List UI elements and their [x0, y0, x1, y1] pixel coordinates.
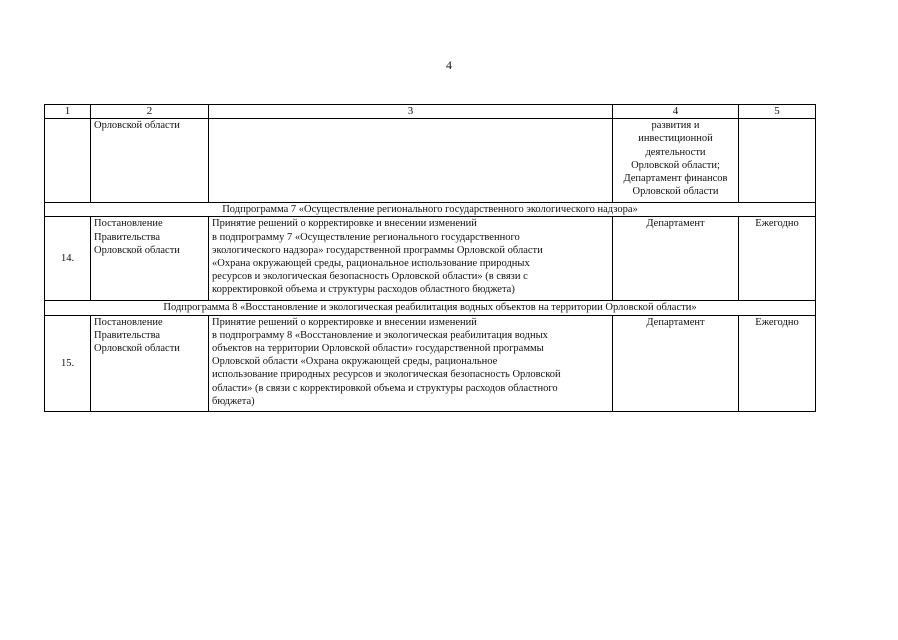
document-type-cell [91, 119, 209, 203]
responsible-line: Орловской области [632, 186, 719, 198]
row-number-cell: 15. [45, 315, 91, 411]
document-type-line: Орловской области [94, 343, 180, 355]
description-line: экологического надзора» государственной программы Орловской области [212, 244, 543, 256]
period-cell [739, 119, 816, 203]
description-cell [209, 217, 613, 301]
column-header-1: 1 [45, 105, 91, 119]
activities-table [44, 104, 816, 412]
table-header-row [45, 105, 816, 119]
column-header-5: 5 [739, 105, 816, 119]
responsible-cell [613, 119, 739, 203]
description-line: в подпрограмму 7 «Осуществление регионального государственного [212, 231, 520, 243]
subprogram-8-row [45, 301, 816, 315]
description-line: Принятие решений о корректировке и внесении изменений [212, 218, 477, 230]
document-type-line: Постановление [94, 218, 163, 230]
description-line: объектов на территории Орловской области» государственной программы [212, 343, 544, 355]
description-line: бюджета) [212, 395, 255, 407]
description-cell [209, 315, 613, 411]
document-type-line: Правительства [94, 329, 161, 341]
table-row-14 [45, 217, 816, 301]
responsible-cell: Департамент [613, 217, 739, 301]
responsible-line: развития и [651, 120, 700, 132]
column-header-3: 3 [209, 105, 613, 119]
description-line: ресурсов и экологическая безопасность Орловской области» (в связи с [212, 271, 528, 283]
period-cell: Ежегодно [739, 315, 816, 411]
description-line: Принятие решений о корректировке и внесении изменений [212, 316, 477, 328]
description-line: «Охрана окружающей среды, рациональное использование природных [212, 258, 530, 270]
responsible-line: Департамент финансов [623, 173, 728, 185]
document-type-line: Правительства [94, 231, 161, 243]
responsible-cell: Департамент [613, 315, 739, 411]
column-header-2: 2 [91, 105, 209, 119]
table-row-continuation [45, 119, 816, 203]
document-type-line: Орловской области [94, 120, 180, 132]
document-type-line: Постановление [94, 316, 163, 328]
row-number-cell: 14. [45, 217, 91, 301]
description-line: Орловской области «Охрана окружающей среды, рациональное [212, 356, 498, 368]
description-cell [209, 119, 613, 203]
description-line: корректировкой объема и структуры расходов областного бюджета) [212, 284, 515, 296]
row-number-cell [45, 119, 91, 203]
column-header-4: 4 [613, 105, 739, 119]
period-cell: Ежегодно [739, 217, 816, 301]
responsible-line: инвестиционной [638, 133, 713, 145]
description-line: области» (в связи с корректировкой объема и структуры расходов областного [212, 382, 558, 394]
responsible-line: Орловской области; [631, 159, 720, 171]
document-type-line: Орловской области [94, 244, 180, 256]
document-type-cell [91, 315, 209, 411]
page-number: 4 [446, 58, 452, 72]
subprogram-8-title: Подпрограмма 8 «Восстановление и экологическая реабилитация водных объектов на территории Орловской области» [45, 301, 816, 315]
subprogram-7-title: Подпрограмма 7 «Осуществление регионального государственного экологического надзора» [45, 203, 816, 217]
description-line: в подпрограмму 8 «Восстановление и экологическая реабилитация водных [212, 329, 548, 341]
table-row-15 [45, 315, 816, 411]
responsible-line: деятельности [645, 146, 706, 158]
document-type-cell [91, 217, 209, 301]
description-line: использование природных ресурсов и экологическая безопасность Орловской [212, 369, 561, 381]
subprogram-7-row [45, 203, 816, 217]
